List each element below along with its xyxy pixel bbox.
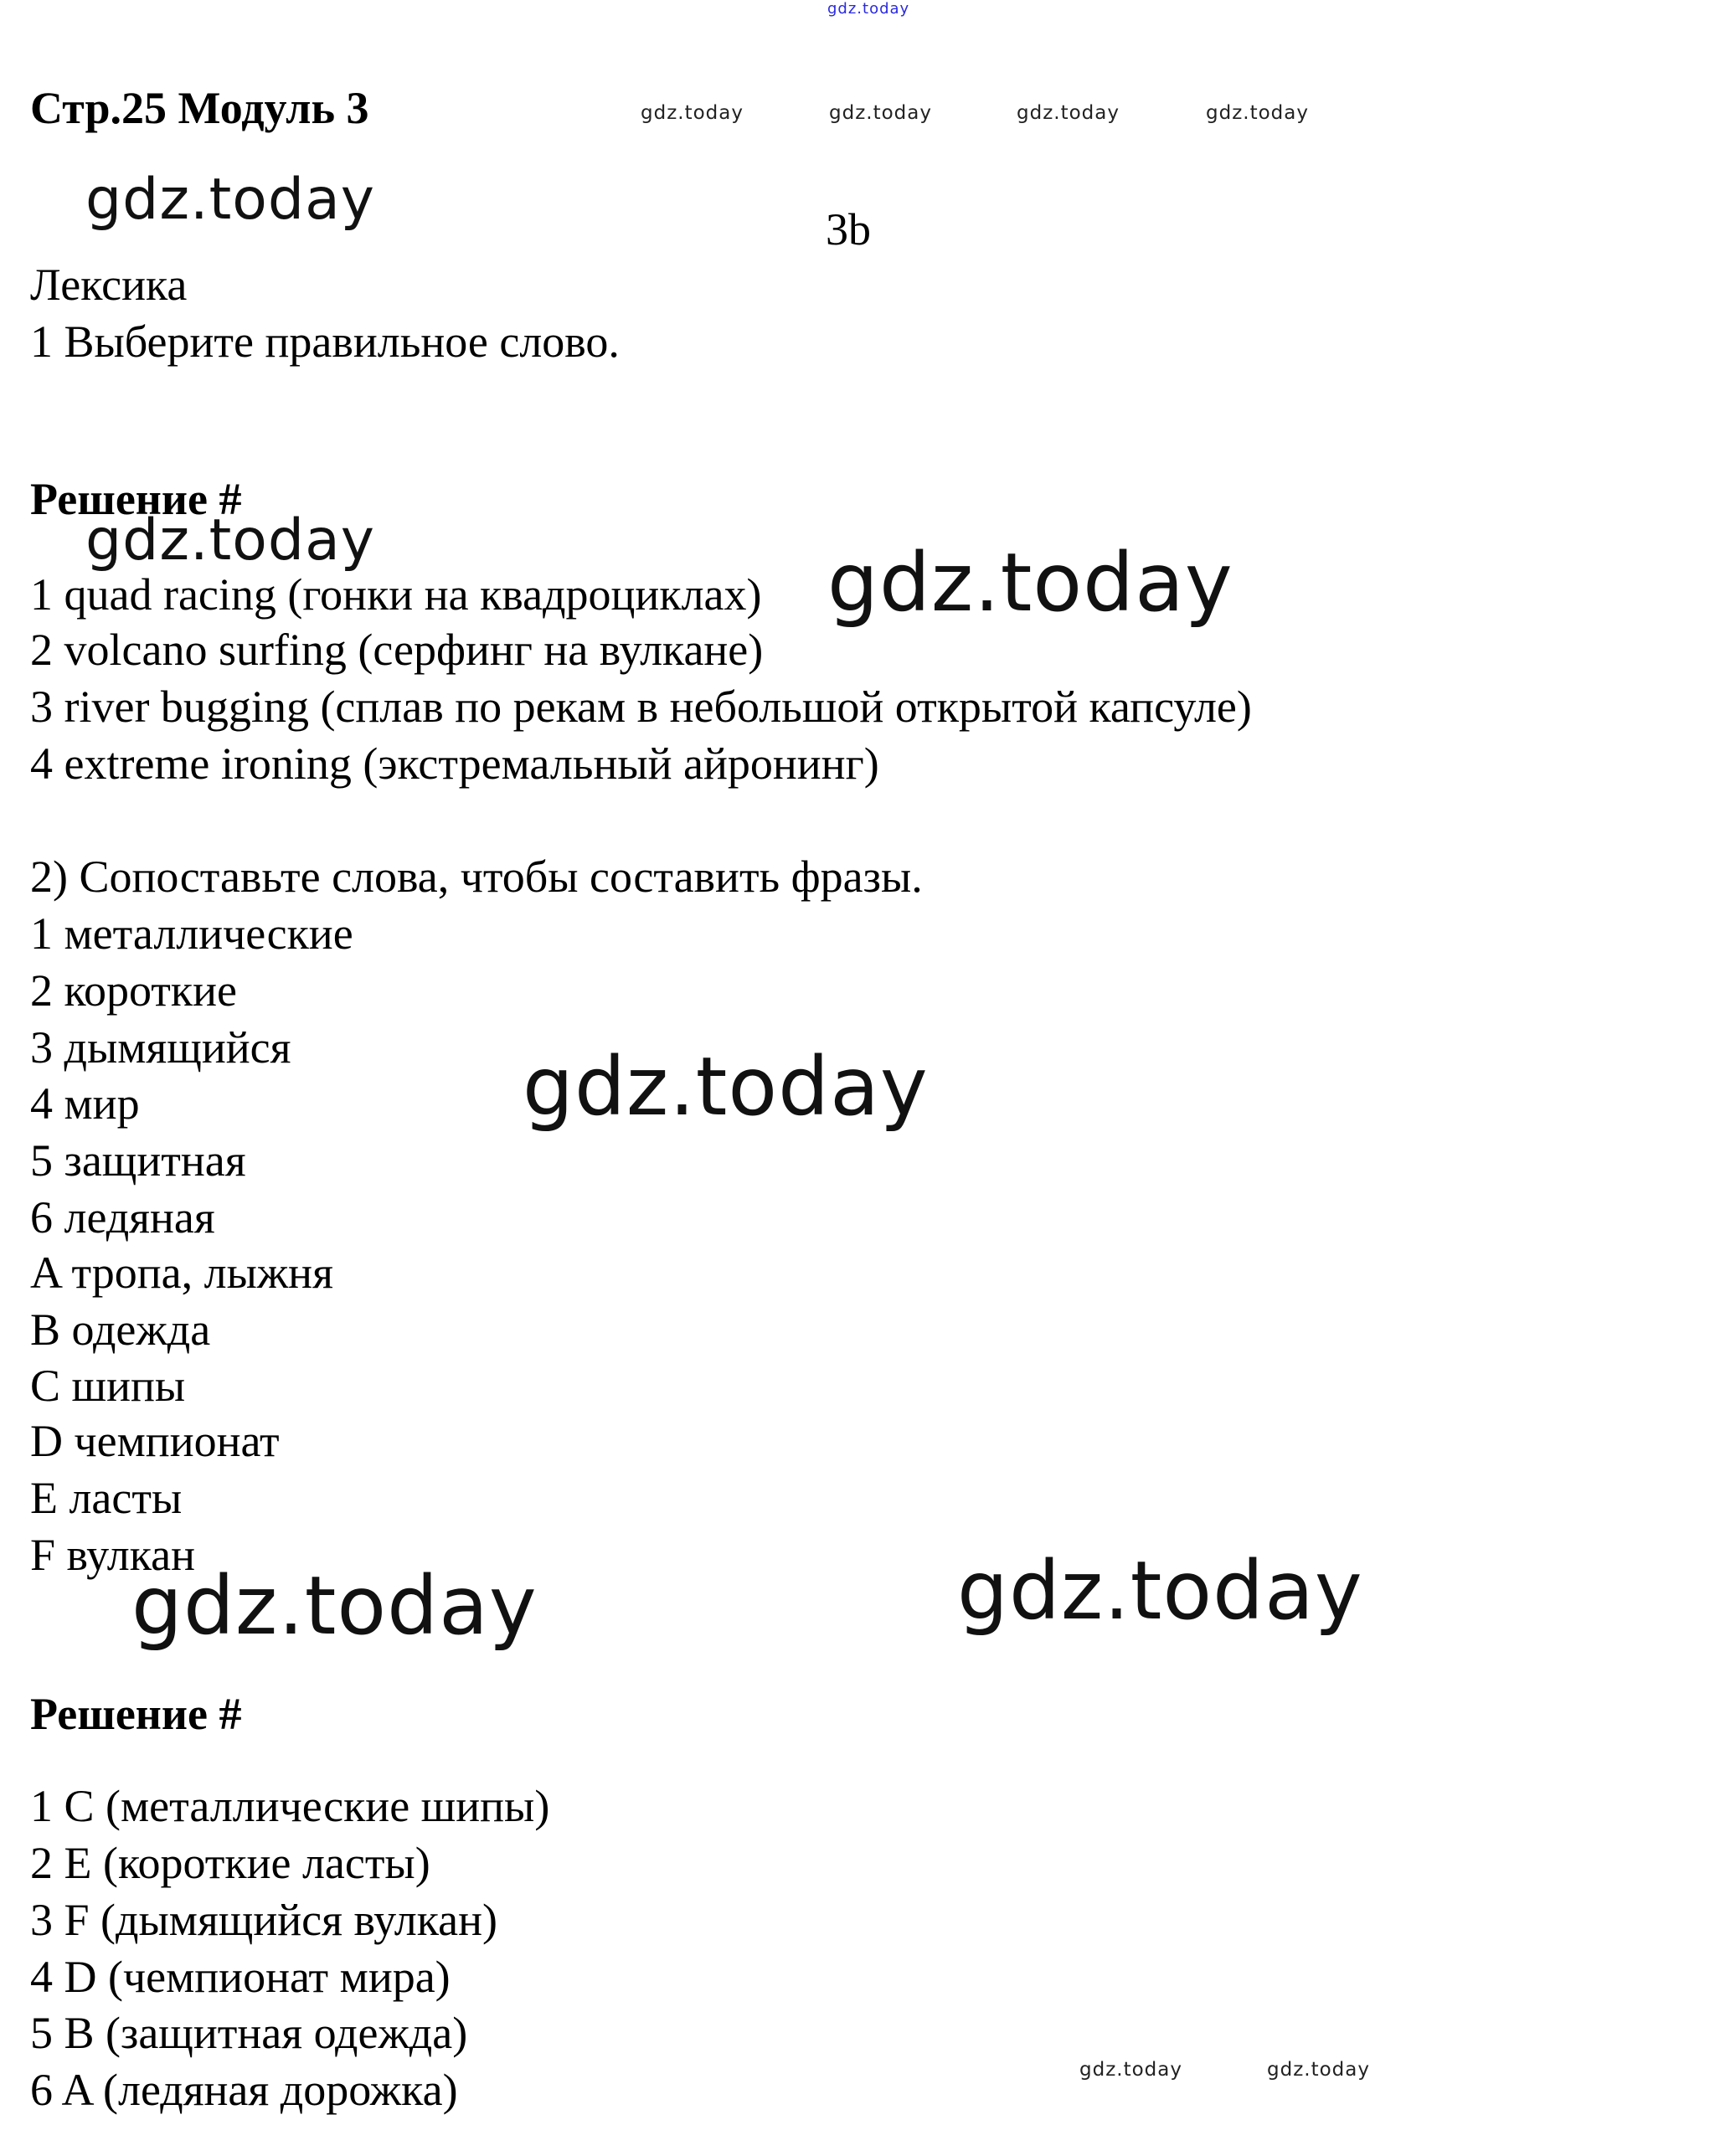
- option-line: F вулкан: [30, 1530, 196, 1580]
- answer-line: 5 B (защитная одежда): [30, 2008, 468, 2058]
- page-title: Стр.25 Модуль 3: [30, 83, 369, 133]
- watermark: gdz.today: [1079, 2059, 1182, 2081]
- watermark-top: gdz.today: [827, 0, 910, 18]
- item-line: 3 дымящийся: [30, 1022, 291, 1073]
- answer-line: 4 D (чемпионат мира): [30, 1952, 451, 2002]
- option-line: A тропа, лыжня: [30, 1248, 333, 1298]
- watermark: gdz.today: [1017, 102, 1120, 124]
- option-line: D чемпионат: [30, 1416, 280, 1466]
- watermark: gdz.today: [1267, 2059, 1370, 2081]
- answer-line: 1 C (металлические шипы): [30, 1781, 550, 1831]
- watermark: gdz.today: [131, 1559, 538, 1653]
- answer-line: 3 river bugging (сплав по рекам в небольшой открытой капсуле): [30, 682, 1252, 732]
- watermark: gdz.today: [85, 507, 375, 574]
- exercise-label: 3b: [826, 204, 871, 255]
- item-line: 1 металлические: [30, 908, 353, 959]
- watermark: gdz.today: [1206, 102, 1309, 124]
- task2-solution-label: Решение #: [30, 1689, 242, 1739]
- answer-line: 2 volcano surfing (серфинг на вулкане): [30, 625, 764, 675]
- watermark: gdz.today: [85, 167, 375, 233]
- option-line: B одежда: [30, 1304, 211, 1355]
- answer-line: 3 F (дымящийся вулкан): [30, 1895, 497, 1945]
- answer-line: 6 A (ледяная дорожка): [30, 2065, 458, 2115]
- watermark: gdz.today: [827, 536, 1233, 630]
- watermark: gdz.today: [523, 1040, 929, 1134]
- option-line: E ласты: [30, 1473, 183, 1523]
- task1-solution-label: Решение #: [30, 474, 242, 524]
- section-heading: Лексика: [30, 260, 188, 310]
- task1-prompt: 1 Выберите правильное слово.: [30, 316, 620, 367]
- watermark: gdz.today: [957, 1544, 1363, 1638]
- task2-prompt: 2) Сопоставьте слова, чтобы составить фразы.: [30, 852, 923, 902]
- item-line: 6 ледяная: [30, 1192, 215, 1243]
- answer-line: 4 extreme ironing (экстремальный айронинг): [30, 738, 879, 789]
- item-line: 2 короткие: [30, 965, 237, 1016]
- option-line: C шипы: [30, 1361, 186, 1411]
- watermark: gdz.today: [641, 102, 744, 124]
- item-line: 4 мир: [30, 1078, 140, 1129]
- item-line: 5 защитная: [30, 1135, 246, 1186]
- answer-line: 1 quad racing (гонки на квадроциклах): [30, 569, 762, 620]
- answer-line: 2 E (короткие ласты): [30, 1838, 430, 1888]
- watermark: gdz.today: [829, 102, 932, 124]
